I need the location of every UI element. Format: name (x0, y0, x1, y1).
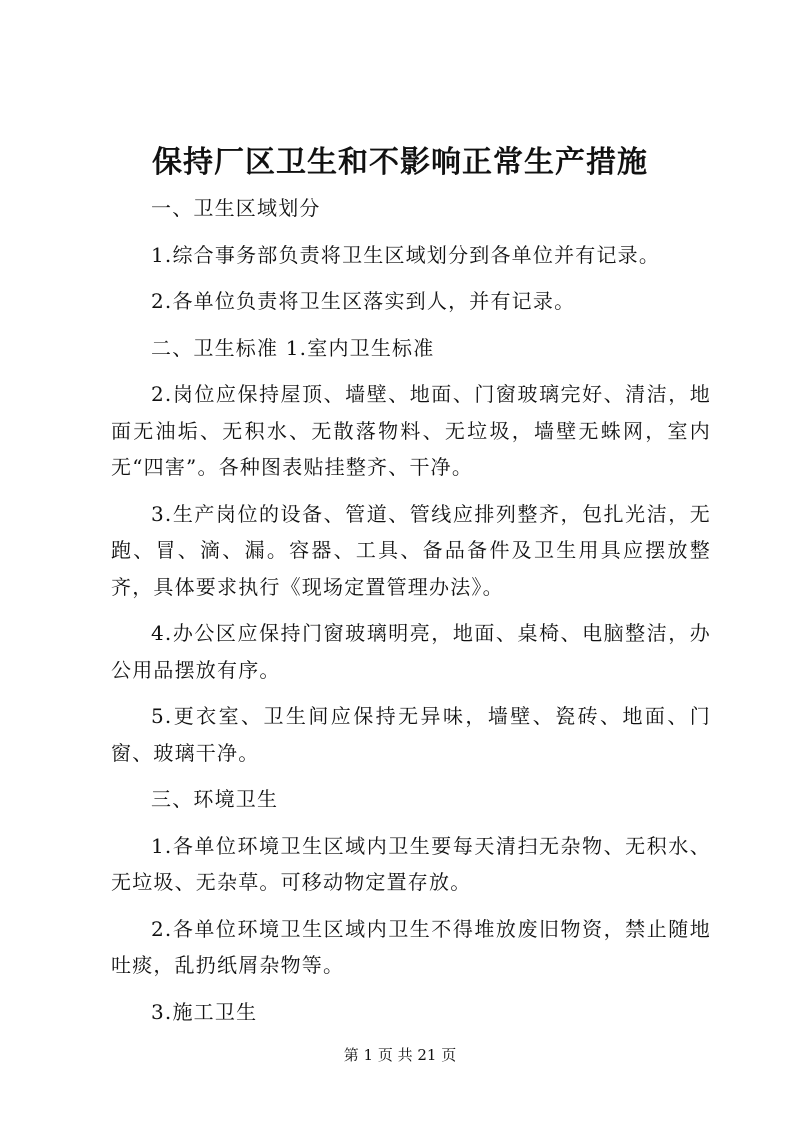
paragraph: 4.办公区应保持门窗玻璃明亮，地面、桌椅、电脑整洁，办公用品摆放有序。 (111, 621, 711, 682)
paragraph: 2.岗位应保持屋顶、墙壁、地面、门窗玻璃完好、清洁，地面无油垢、无积水、无散落物料、无垃圾，墙壁无蛛网，室内无“四害”。各种图表贴挂整齐、干净。 (111, 382, 711, 479)
paragraph: 3.施工卫生 (151, 999, 258, 1024)
paragraph: 5.更衣室、卫生间应保持无异味，墙壁、瓷砖、地面、门窗、玻璃干净。 (111, 704, 711, 765)
document-title: 保持厂区卫生和不影响正常生产措施 (152, 145, 648, 180)
paragraph: 2.各单位环境卫生区域内卫生不得堆放废旧物资，禁止随地吐痰，乱扔纸屑杂物等。 (111, 916, 711, 977)
paragraph: 1.综合事务部负责将卫生区域划分到各单位并有记录。 (151, 242, 661, 267)
document-body (111, 190, 711, 1040)
paragraph: 2.各单位负责将卫生区落实到人，并有记录。 (151, 289, 576, 313)
paragraph: 1.各单位环境卫生区域内卫生要每天清扫无杂物、无积水、无垃圾、无杂草。可移动物定置存放。 (111, 833, 711, 894)
section-heading: 一、卫生区域划分 (151, 196, 321, 220)
page-number-footer: 第 1 页 共 21 页 (343, 1046, 457, 1064)
section-heading: 三、环境卫生 (151, 787, 279, 811)
paragraph: 3.生产岗位的设备、管道、管线应排列整齐，包扎光洁，无跑、冒、滴、漏。容器、工具、备品备件及卫生用具应摆放整齐，具体要求执行《现场定置管理办法》。 (111, 501, 711, 599)
section-heading: 二、卫生标准 1.室内卫生标准 (151, 335, 435, 360)
